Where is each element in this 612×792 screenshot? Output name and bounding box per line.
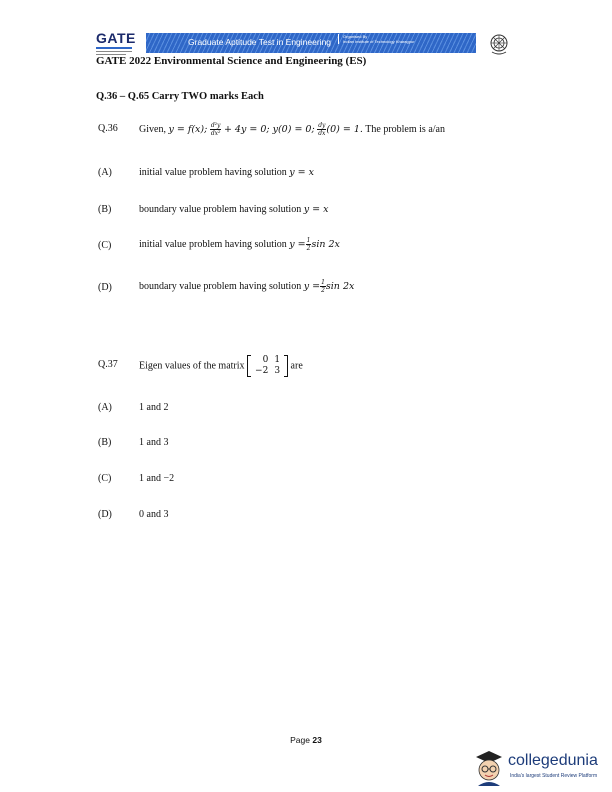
option-text: 1 and 2	[139, 402, 169, 413]
fraction: $\frac{\text{d²y}}{\text{dx²}}$	[210, 122, 221, 137]
question-number: Q.36	[98, 123, 118, 134]
gate-banner	[146, 33, 476, 53]
option-label: (D)	[98, 282, 112, 293]
option-label: (D)	[98, 509, 112, 520]
option-label: (B)	[98, 437, 112, 448]
option-text: 0 and 3	[139, 509, 169, 520]
banner-organiser: Organised By Indian Institute of Technology Kharagpur	[338, 34, 415, 44]
question-text: Eigen values of the matrix 0 1 −2 3 are	[139, 355, 303, 376]
brand-name: collegedunia	[508, 752, 598, 769]
question-text: Given, y = f(x); $\frac{\text{d²y}}{\text{dx²}}$ + 4y = 0; y(0) = 0; $\frac{dy}{dx}$ (0) = 1. The problem is a/an	[139, 122, 445, 137]
collegedunia-logo	[472, 748, 612, 792]
brand-tagline: India's largest Student Review Platform	[510, 773, 598, 779]
option-label: (C)	[98, 473, 112, 484]
option-label: (A)	[98, 167, 112, 178]
fraction: $\frac{dy}{dx}$	[318, 122, 326, 137]
question-number: Q.37	[98, 359, 118, 370]
fraction: $\frac{1}{2}$	[306, 237, 311, 252]
matrix: 0 1 −2 3	[247, 355, 288, 377]
option-label: (A)	[98, 402, 112, 413]
section-heading: Q.36 – Q.65 Carry TWO marks Each	[96, 91, 264, 102]
option-text: 1 and −2	[139, 473, 175, 484]
option-label: (B)	[98, 204, 112, 215]
iit-kharagpur-emblem-icon	[488, 32, 510, 56]
option-text: boundary value problem having solution y = x	[139, 204, 329, 215]
option-text: boundary value problem having solution y = $\frac{1}{2}$ sin 2x	[139, 279, 355, 294]
option-text: 1 and 3	[139, 437, 169, 448]
page-number: Page 23	[290, 735, 322, 745]
fraction: $\frac{1}{2}$	[321, 279, 325, 294]
option-label: (C)	[98, 240, 112, 251]
option-text: initial value problem having solution y = $\frac{1}{2}$ sin 2x	[139, 237, 340, 252]
gate-logo-text: GATE	[96, 30, 136, 46]
graduate-mascot-icon	[472, 748, 506, 788]
banner-title: Graduate Aptitude Test in Engineering	[188, 37, 332, 47]
option-text: initial value problem having solution y = x	[139, 167, 314, 178]
paper-title: GATE 2022 Environmental Science and Engineering (ES)	[96, 55, 367, 67]
